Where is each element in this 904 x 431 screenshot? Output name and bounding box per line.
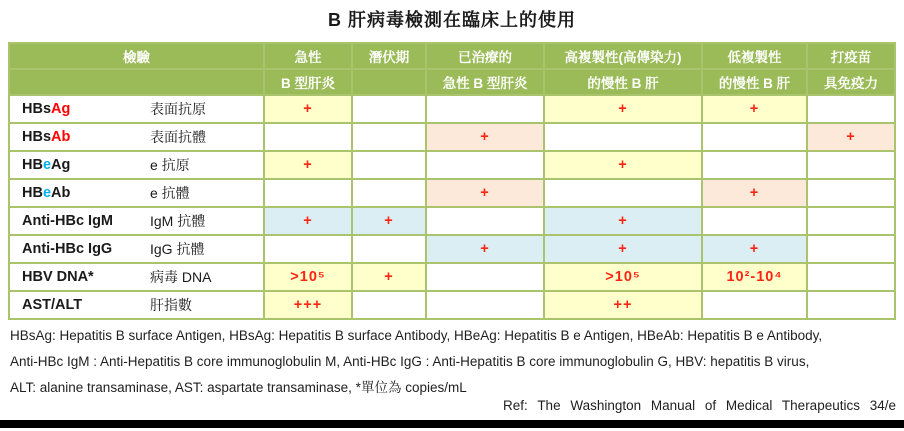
row-label-en-part: HB [22,157,43,173]
row-label-en-part: e [42,185,52,201]
cell-value: + [480,129,490,145]
cell-value: + [749,185,760,201]
row-label-hbeab [10,180,263,206]
cell-ast-alt-col4 [703,292,806,318]
row-label-zh: 表面抗原 [150,101,206,117]
cell-hbeag-col3 [545,152,701,178]
row-label-hbv-dna [10,264,263,290]
cell-hbsag-col5 [808,96,894,122]
row-label-en-part: Anti-HBc IgM [22,213,114,229]
cell-anti-hbc-igm-col4 [703,208,806,234]
cell-ast-alt-col1 [353,292,425,318]
cell-hbsag-col2 [427,96,543,122]
cell-value: +++ [293,297,323,313]
cell-value: + [846,129,856,145]
row-label-en-part: Ag [51,157,71,173]
header-cell-col3-line2: 急性 B 型肝炎 [427,70,543,94]
cell-ast-alt-col2 [427,292,543,318]
cell-anti-hbc-igg-col5 [808,236,894,262]
row-label-en [10,157,150,173]
cell-hbv-dna-col0 [265,264,351,290]
cell-hbv-dna-col4 [703,264,806,290]
cell-hbeag-col2 [427,152,543,178]
row-label-en-part: AST/ALT [22,297,83,313]
header-cell-col0-line2 [10,70,263,94]
row-label-zh: 表面抗體 [150,129,206,145]
cell-value: + [480,185,490,201]
row-label-en-part: HBV DNA* [22,269,94,285]
cell-anti-hbc-igg-col3 [545,236,701,262]
cell-hbsab-col2 [427,124,543,150]
row-label-zh: e 抗體 [150,185,190,201]
cell-value: + [303,101,313,117]
cell-value: + [384,213,394,229]
row-label-en [10,269,150,285]
cell-hbv-dna-col5 [808,264,894,290]
row-label-en-part: Anti-HBc IgG [22,241,113,257]
cell-value: >10⁵ [605,269,641,285]
slide-bottom-border [0,420,904,428]
row-label-en-part: e [42,157,52,173]
row-label-hbsab [10,124,263,150]
header-cell-col6-line1: 打疫苗 [808,44,894,68]
cell-anti-hbc-igg-col4 [703,236,806,262]
row-label-hbeag [10,152,263,178]
cell-value: + [618,101,628,117]
cell-anti-hbc-igg-col1 [353,236,425,262]
row-label-zh: 肝指數 [150,297,192,313]
header-cell-col2-line1: 潛伏期 [353,44,425,68]
row-label-en [10,241,150,257]
header-cell-col5-line2: 的慢性 B 肝 [703,70,806,94]
cell-value: + [618,157,628,173]
cell-hbeag-col0 [265,152,351,178]
cell-hbsab-col1 [353,124,425,150]
cell-hbeag-col5 [808,152,894,178]
row-label-en [10,297,150,313]
cell-ast-alt-col5 [808,292,894,318]
page-title: B 肝病毒檢測在臨床上的使用 [328,10,576,30]
footnote-line: HBsAg: Hepatitis B surface Antigen, HBsAg: Hepatitis B surface Antibody, HBeAg: Hepatitis B e Antigen, HBeAb: Hepatitis B e Antibody, [10,328,823,343]
cell-hbsab-col3 [545,124,701,150]
cell-hbeab-col2 [427,180,543,206]
row-label-en-part: Ag [51,101,71,117]
row-label-zh: IgG 抗體 [150,241,205,257]
footnote-line: Anti-HBc IgM : Anti-Hepatitis B core immunoglobulin M, Anti-HBc IgG : Anti-Hepatitis B core immunoglobulin G, HBV: hepatitis B virus, [10,354,810,369]
cell-ast-alt-col3 [545,292,701,318]
cell-value: 10²-10⁴ [726,269,783,285]
row-label-en-part: Ab [51,129,71,145]
header-cell-col4-line2: 的慢性 B 肝 [545,70,701,94]
header-cell-col5-line1: 低複製性 [703,44,806,68]
cell-hbv-dna-col1 [353,264,425,290]
cell-hbv-dna-col3 [545,264,701,290]
header-cell-col6-line2: 具免疫力 [808,70,894,94]
header-cell-col1-line1: 急性 [265,44,351,68]
cell-value: + [480,241,490,257]
cell-value: ++ [613,297,633,313]
row-label-en [10,185,150,201]
row-label-zh: IgM 抗體 [150,213,206,229]
cell-hbeab-col5 [808,180,894,206]
header-cell-col0-line1: 檢驗 [10,44,263,68]
cell-anti-hbc-igg-col0 [265,236,351,262]
cell-value: + [303,213,313,229]
row-label-en-part: HB [22,185,43,201]
cell-anti-hbc-igm-col0 [265,208,351,234]
row-label-en-part: HBs [22,129,52,145]
cell-ast-alt-col0 [265,292,351,318]
cell-hbsag-col1 [353,96,425,122]
row-label-zh: 病毒 DNA [150,269,212,285]
cell-value: + [749,101,760,117]
cell-hbsab-col0 [265,124,351,150]
cell-hbsag-col0 [265,96,351,122]
cell-hbeag-col4 [703,152,806,178]
cell-anti-hbc-igg-col2 [427,236,543,262]
cell-hbeab-col0 [265,180,351,206]
cell-hbsab-col4 [703,124,806,150]
header-cell-col1-line2: B 型肝炎 [265,70,351,94]
row-label-en-part: HBs [22,101,52,117]
row-label-hbsag [10,96,263,122]
row-label-anti-hbc-igg [10,236,263,262]
row-label-en-part: Ab [51,185,71,201]
cell-value: + [384,269,394,285]
reference-citation: Ref: The Washington Manual of Medical Therapeutics 34/e [503,398,896,413]
cell-value: >10⁵ [290,269,326,285]
cell-value: + [618,213,628,229]
cell-hbv-dna-col2 [427,264,543,290]
cell-hbeag-col1 [353,152,425,178]
cell-hbeab-col3 [545,180,701,206]
header-cell-col2-line2 [353,70,425,94]
hbv-test-table [8,42,896,320]
cell-value: + [618,241,628,257]
cell-hbeab-col1 [353,180,425,206]
cell-anti-hbc-igm-col1 [353,208,425,234]
row-label-en [10,129,150,145]
cell-hbsag-col4 [703,96,806,122]
cell-hbeab-col4 [703,180,806,206]
header-cell-col4-line1: 高複製性(高傳染力) [545,44,701,68]
footnote-line: ALT: alanine transaminase, AST: aspartate transaminase, *單位為 copies/mL [10,380,467,395]
cell-value: + [303,157,313,173]
footnotes [10,323,896,401]
header-cell-col3-line1: 已治療的 [427,44,543,68]
cell-anti-hbc-igm-col2 [427,208,543,234]
cell-anti-hbc-igm-col3 [545,208,701,234]
row-label-en [10,213,150,229]
row-label-ast-alt [10,292,263,318]
cell-hbsag-col3 [545,96,701,122]
cell-hbsab-col5 [808,124,894,150]
row-label-en [10,101,150,117]
row-label-anti-hbc-igm [10,208,263,234]
cell-value: + [749,241,760,257]
row-label-zh: e 抗原 [150,157,190,173]
cell-anti-hbc-igm-col5 [808,208,894,234]
